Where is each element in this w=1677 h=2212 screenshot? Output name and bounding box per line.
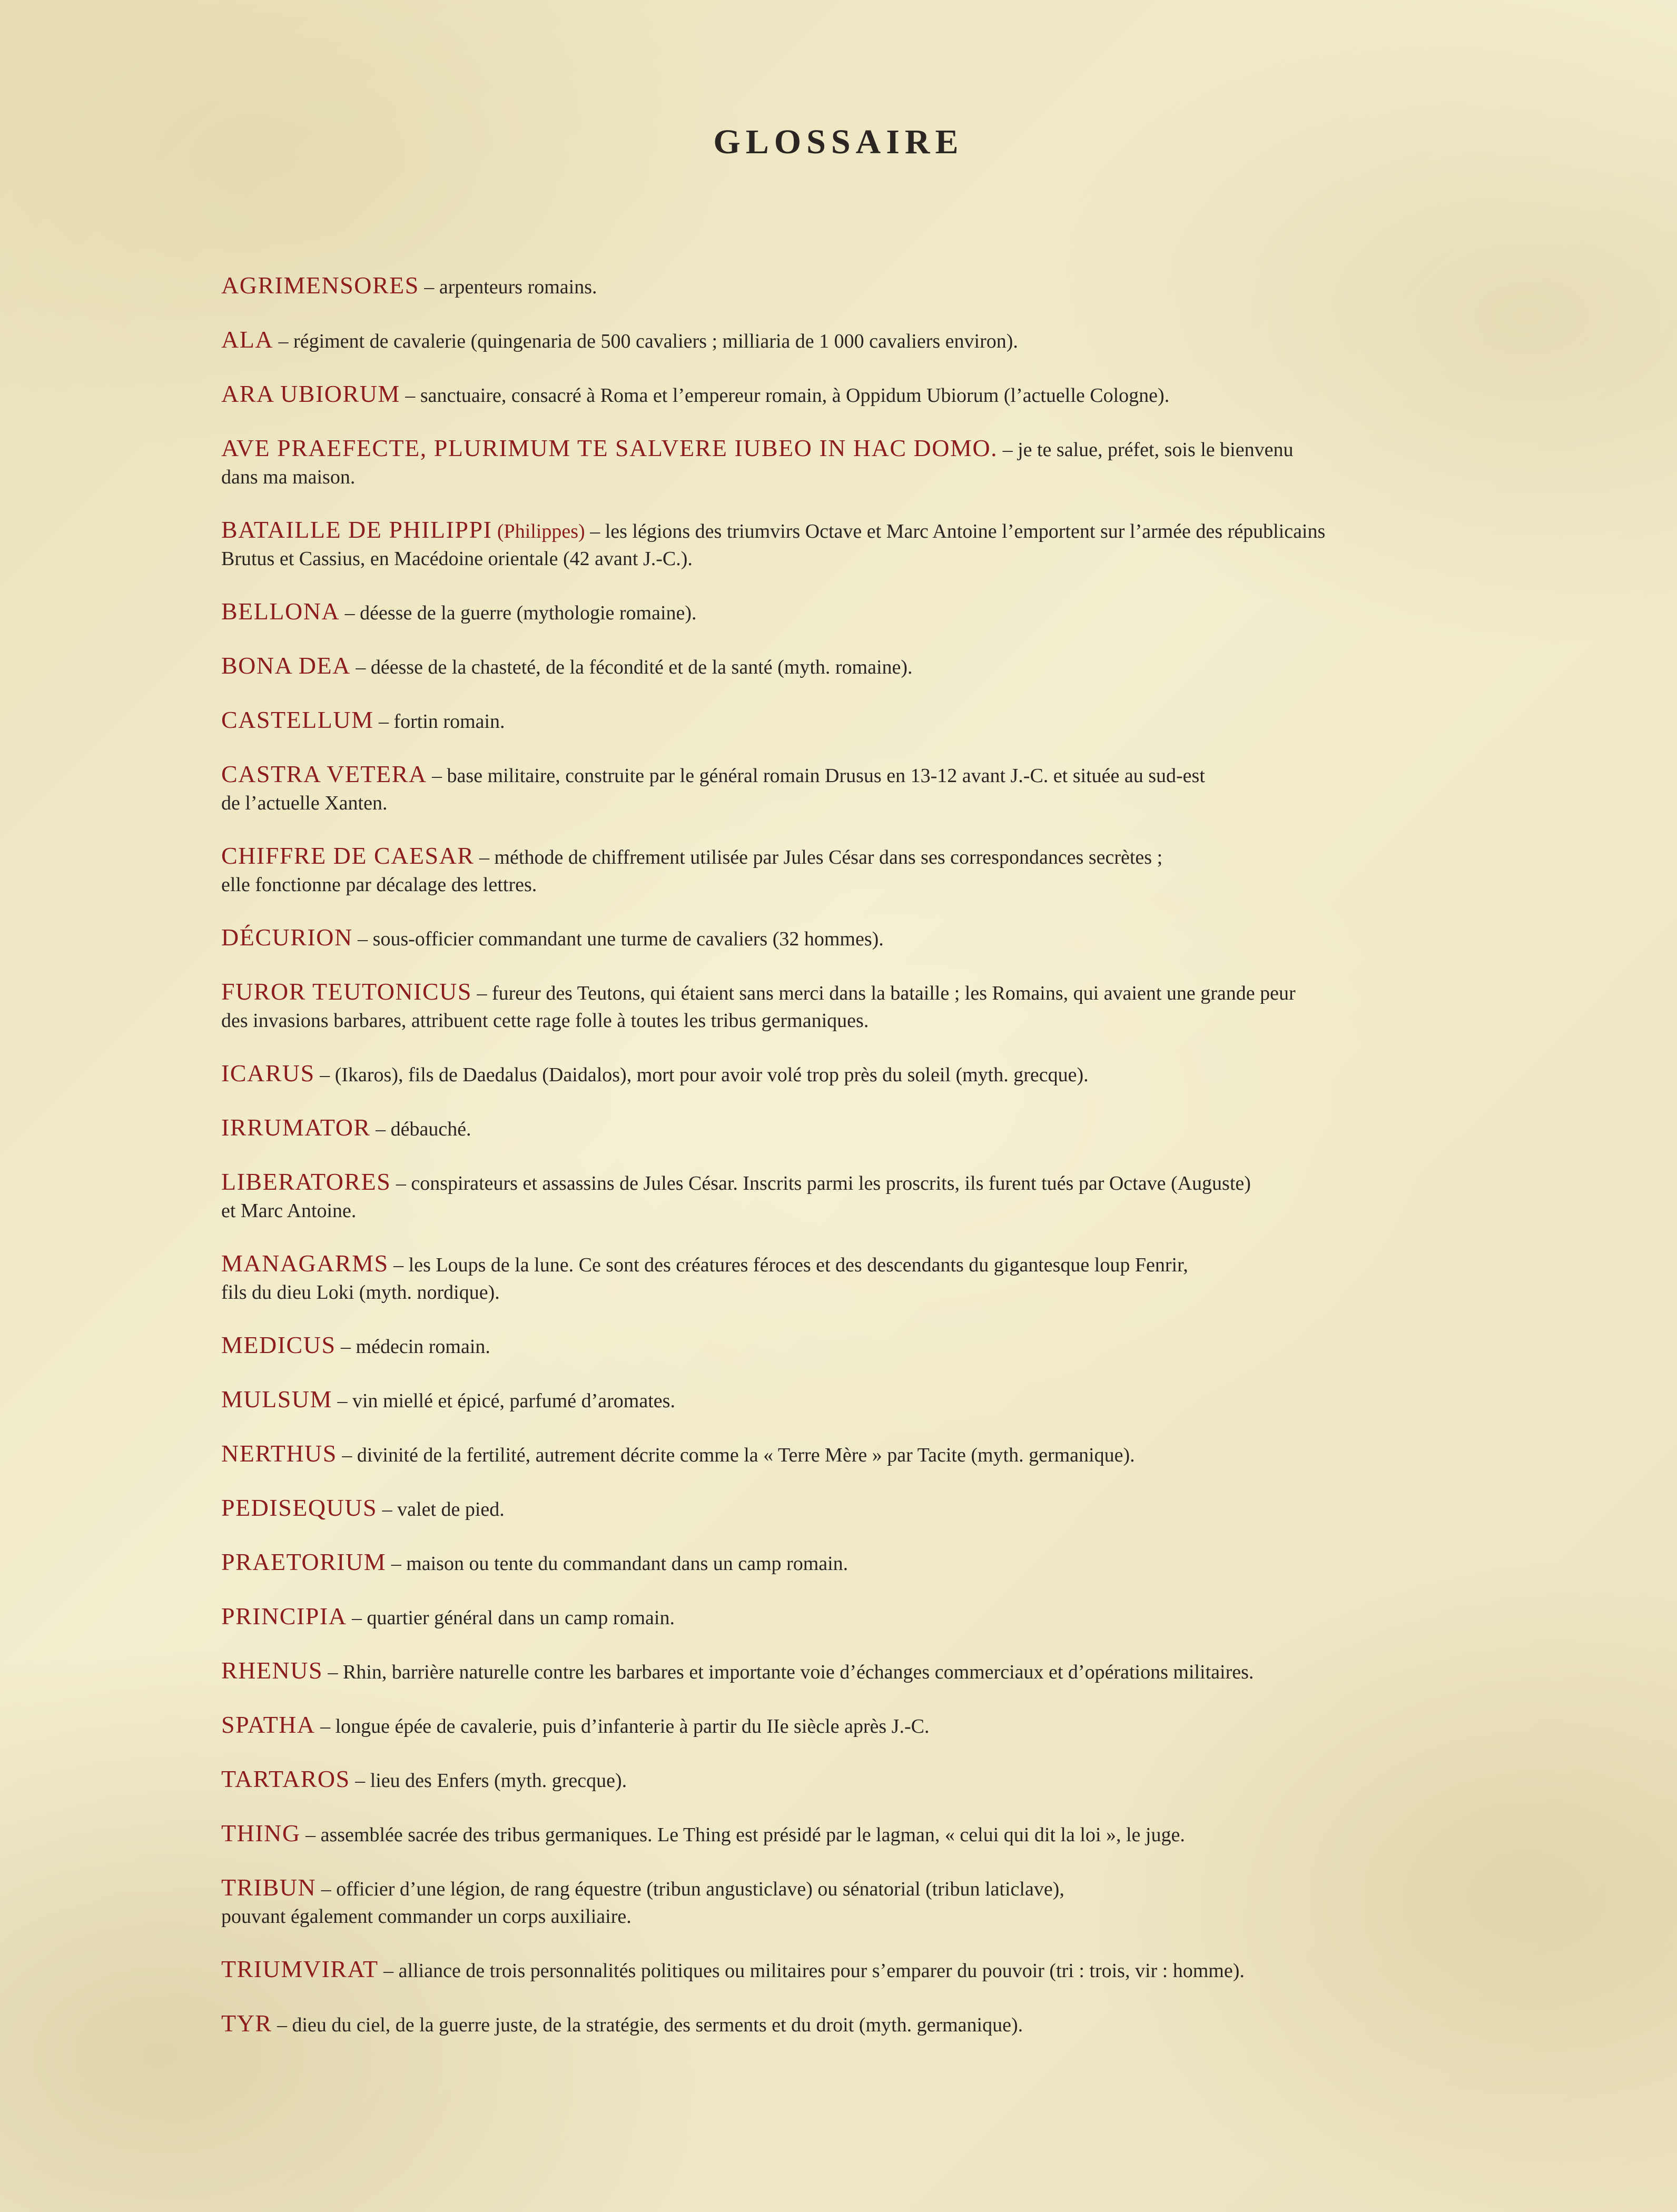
glossary-definition-line: – fortin romain. [379,710,505,733]
glossary-definition-line: – les Loups de la lune. Ce sont des créatures féroces et des descendants du gigantesque loup Fenrir, [393,1254,1188,1276]
glossary-definition-line: des invasions barbares, attribuent cette rage folle à toutes les tribus germaniques. [221,1010,869,1032]
glossary-definition-line: – quartier général dans un camp romain. [351,1607,675,1629]
glossary-term: MEDICUS [221,1331,336,1358]
glossary-term: ALA [221,326,274,353]
glossary-entry [221,1603,1454,1632]
glossary-definition-line: – débauché. [376,1118,471,1140]
glossary-entry [221,1956,1454,1984]
glossary-term: BONA DEA [221,652,351,679]
glossary-entry [221,652,1454,681]
glossary-term: AVE PRAEFECTE, PLURIMUM TE SALVERE IUBEO IN HAC DOMO. [221,434,998,461]
glossary-entry [221,1440,1454,1469]
glossary-entry [221,1494,1454,1523]
glossary-entry [221,1874,1454,1930]
glossary-definition-line: – divinité de la fertilité, autrement décrite comme la « Terre Mère » par Tacite (myth. germanique). [342,1444,1135,1466]
glossary-term: NERTHUS [221,1440,337,1467]
page-title: GLOSSAIRE [713,123,964,161]
glossary-term: SPATHA [221,1711,315,1738]
glossary-definition-line: – les légions des triumvirs Octave et Marc Antoine l’emportent sur l’armée des républicains [590,520,1326,542]
glossary-term: IRRUMATOR [221,1114,371,1141]
glossary-term: BATAILLE DE PHILIPPI [221,516,492,543]
glossary-entry [221,1820,1454,1849]
glossary-term: MANAGARMS [221,1250,389,1277]
glossary-entry [221,1168,1454,1224]
glossary-term: LIBERATORES [221,1168,391,1195]
glossary-term: THING [221,1820,301,1846]
glossary-term: TRIBUN [221,1874,317,1901]
glossary-entry [221,598,1454,627]
glossary-entry [221,978,1454,1034]
glossary-definition-line: – officier d’une légion, de rang équestre (tribun angusticlave) ou sénatorial (tribun laticlave), [321,1878,1064,1900]
glossary-definition-line: – fureur des Teutons, qui étaient sans merci dans la bataille ; les Romains, qui avaient une grande peur [477,982,1296,1004]
glossary-definition-line: – déesse de la guerre (mythologie romaine). [344,602,697,624]
glossary-definition-line: – assemblée sacrée des tribus germaniques. Le Thing est présidé par le lagman, « celui qui dit la loi », le juge. [305,1824,1185,1846]
glossary-entry [221,326,1454,355]
glossary-entry [221,924,1454,953]
glossary-entry [221,1386,1454,1415]
glossary-entry [221,380,1454,409]
glossary-definition-line: – sanctuaire, consacré à Roma et l’empereur romain, à Oppidum Ubiorum (l’actuelle Cologne). [405,384,1170,407]
glossary-definition-line: – base militaire, construite par le général romain Drusus en 13-12 avant J.-C. et située au sud-est [432,765,1205,787]
glossary-entry [221,761,1454,817]
glossary-definition-line: – je te salue, préfet, sois le bienvenu [1002,439,1294,461]
glossary-entry [221,1765,1454,1794]
glossary-entry [221,842,1454,898]
glossary-definition-line: – dieu du ciel, de la guerre juste, de la stratégie, des serments et du droit (myth. germanique). [277,2014,1023,2036]
glossary-term: DÉCURION [221,924,353,951]
glossary-entry [221,1331,1454,1360]
glossary-list [221,272,1454,2064]
glossary-definition-line: – valet de pied. [382,1498,505,1520]
glossary-definition-line: Brutus et Cassius, en Macédoine orientale (42 avant J.-C.). [221,548,693,570]
glossary-definition-line: – alliance de trois personnalités politiques ou militaires pour s’emparer du pouvoir (tri : trois, vir : homme). [383,1960,1245,1982]
glossary-definition-line: et Marc Antoine. [221,1200,357,1222]
glossary-term: RHENUS [221,1657,323,1684]
glossary-term: PRINCIPIA [221,1603,347,1630]
glossary-term: MULSUM [221,1386,332,1413]
glossary-term: PEDISEQUUS [221,1494,378,1521]
glossary-term: CASTELLUM [221,706,374,733]
glossary-entry [221,272,1454,301]
glossary-definition-line: – vin miellé et épicé, parfumé d’aromates. [337,1390,675,1412]
glossary-definition-line: dans ma maison. [221,466,356,488]
glossary-definition-line: de l’actuelle Xanten. [221,792,388,814]
glossary-definition-line: – longue épée de cavalerie, puis d’infanterie à partir du IIe siècle après J.-C. [320,1715,930,1737]
glossary-entry [221,1060,1454,1089]
glossary-term: PRAETORIUM [221,1548,387,1575]
glossary-term: TARTAROS [221,1765,350,1792]
glossary-definition-line: – lieu des Enfers (myth. grecque). [355,1770,627,1792]
glossary-term: TYR [221,2010,272,2037]
glossary-entry [221,434,1454,491]
glossary-entry [221,1711,1454,1740]
glossary-entry [221,1657,1454,1686]
glossary-definition-line: – régiment de cavalerie (quingenaria de 500 cavaliers ; milliaria de 1 000 cavaliers environ). [278,330,1018,352]
glossary-term: TRIUMVIRAT [221,1956,379,1982]
glossary-entry [221,1548,1454,1577]
glossary-definition-line: – (Ikaros), fils de Daedalus (Daidalos), mort pour avoir volé trop près du soleil (myth. grecque). [320,1064,1089,1086]
glossary-definition-line: – arpenteurs romains. [424,276,597,298]
glossary-entry [221,516,1454,572]
glossary-entry [221,1114,1454,1143]
glossary-term: ARA UBIORUM [221,380,400,407]
glossary-term-aside: (Philippes) [497,520,585,542]
glossary-entry [221,706,1454,735]
glossary-definition-line: – Rhin, barrière naturelle contre les barbares et importante voie d’échanges commerciaux et d’opérations militaires. [328,1661,1254,1683]
glossary-definition-line: – déesse de la chasteté, de la fécondité et de la santé (myth. romaine). [356,656,913,678]
glossary-term: ICARUS [221,1060,315,1087]
glossary-term: AGRIMENSORES [221,272,419,299]
glossary-definition-line: pouvant également commander un corps auxiliaire. [221,1905,632,1928]
glossary-term: FUROR TEUTONICUS [221,978,472,1005]
glossary-definition-line: – médecin romain. [341,1336,490,1358]
glossary-entry [221,2010,1454,2039]
glossary-definition-line: elle fonctionne par décalage des lettres. [221,874,537,896]
glossary-term: CHIFFRE DE CAESAR [221,842,475,869]
glossary-definition-line: fils du dieu Loki (myth. nordique). [221,1281,500,1303]
glossary-entry [221,1250,1454,1306]
glossary-definition-line: – sous-officier commandant une turme de cavaliers (32 hommes). [358,928,884,950]
glossary-term: BELLONA [221,598,340,625]
glossary-term: CASTRA VETERA [221,761,427,787]
glossary-definition-line: – méthode de chiffrement utilisée par Jules César dans ses correspondances secrètes ; [479,846,1163,868]
glossary-definition-line: – conspirateurs et assassins de Jules César. Inscrits parmi les proscrits, ils furent tués par Octave (Auguste) [396,1172,1251,1194]
glossary-definition-line: – maison ou tente du commandant dans un camp romain. [391,1553,849,1575]
